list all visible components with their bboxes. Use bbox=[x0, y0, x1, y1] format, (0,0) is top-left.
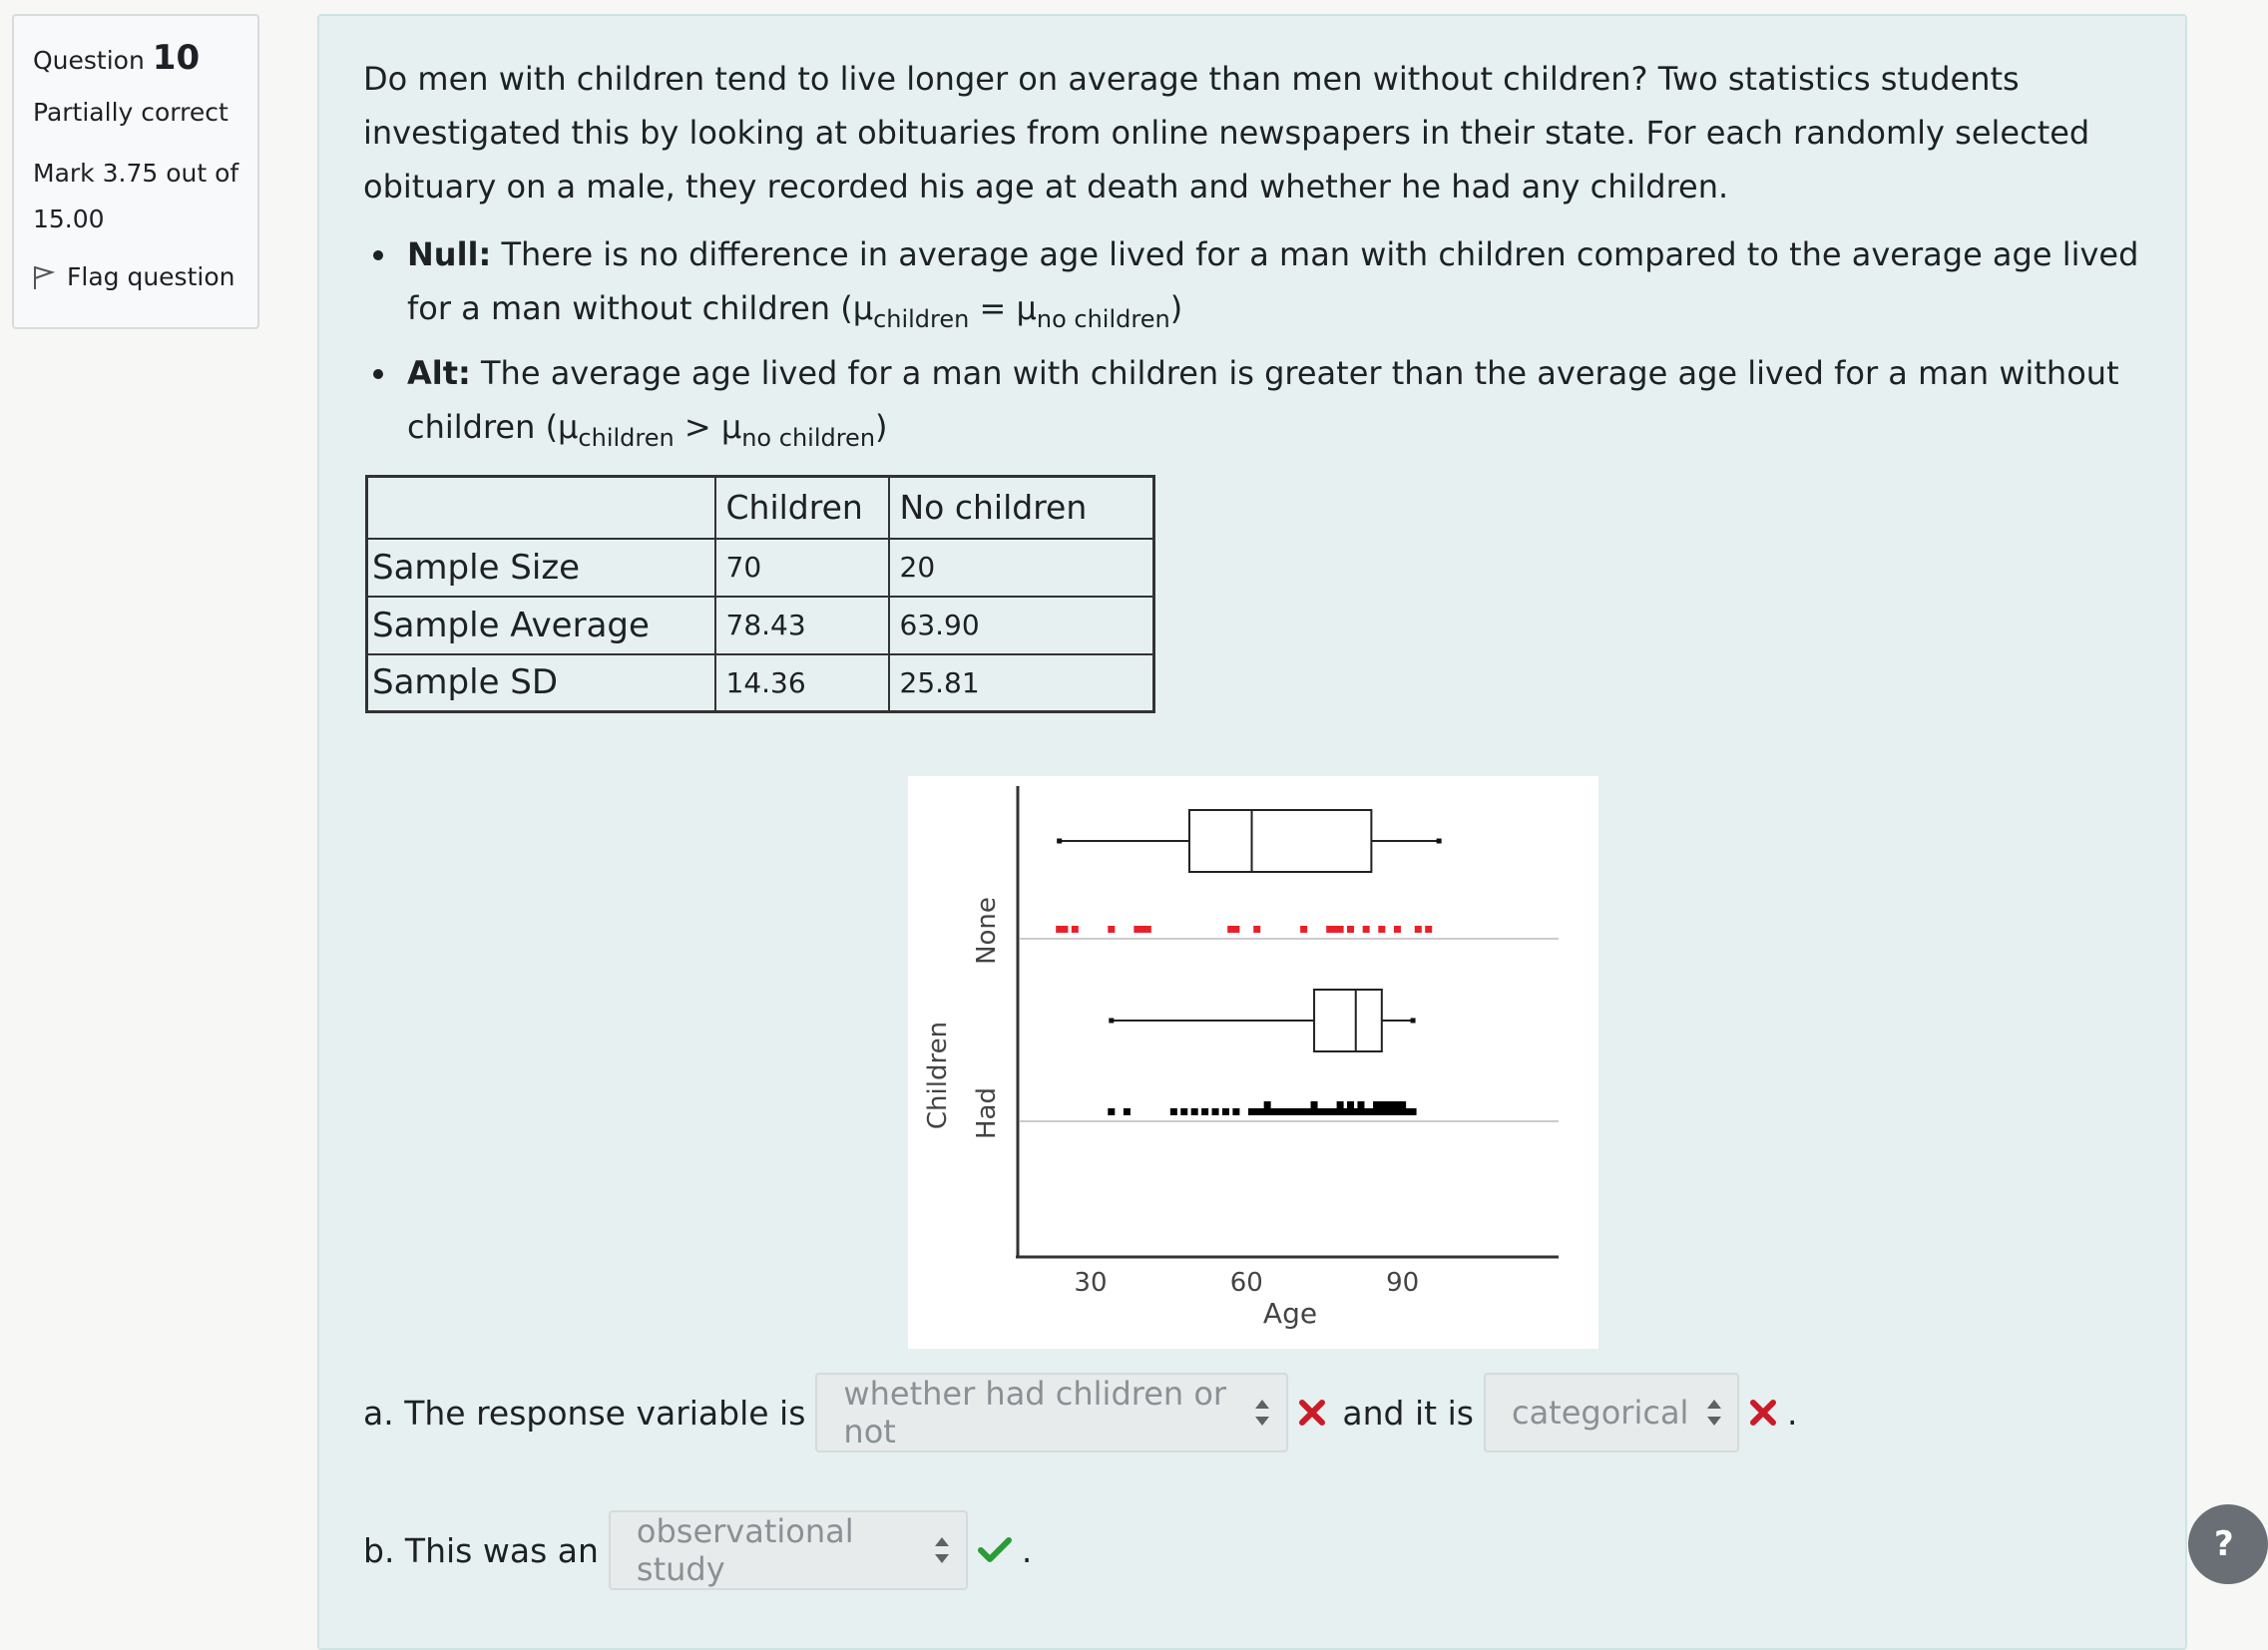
flag-question-label: Flag question bbox=[67, 262, 235, 291]
data-point bbox=[1378, 926, 1385, 933]
data-point bbox=[1425, 926, 1432, 933]
grade-text: Mark 3.75 out of bbox=[33, 159, 239, 188]
whisker-cap-high bbox=[1411, 1019, 1416, 1024]
table-header-cell: No children bbox=[889, 477, 1154, 539]
variable-type-select[interactable] bbox=[1484, 1373, 1739, 1452]
null-text: There is no difference in average age lived for a man with children compared to the average age lived for a man without children ( bbox=[407, 235, 2139, 327]
data-point bbox=[1072, 926, 1079, 933]
x-tick-label: 90 bbox=[1386, 1268, 1420, 1298]
iqr-box bbox=[1189, 810, 1371, 872]
x-ticks bbox=[1074, 1268, 1419, 1298]
data-point bbox=[1212, 1108, 1219, 1115]
hypotheses-list bbox=[363, 227, 2159, 465]
table-cell: 20 bbox=[889, 539, 1154, 597]
answer-a-middle: and it is bbox=[1342, 1393, 1474, 1433]
table-row bbox=[367, 654, 1154, 712]
select-arrows-icon bbox=[1254, 1400, 1268, 1426]
whisker-cap-low bbox=[1109, 1019, 1114, 1024]
null-hypothesis bbox=[363, 227, 2159, 346]
table-cell-label: Sample Size bbox=[367, 539, 715, 597]
question-state: Partially correct bbox=[33, 98, 228, 127]
data-point bbox=[1061, 926, 1068, 933]
data-point bbox=[1144, 926, 1151, 933]
question-formulation bbox=[317, 14, 2187, 1650]
data-point bbox=[1357, 1101, 1364, 1108]
table-cell: 78.43 bbox=[715, 597, 889, 654]
answer-a bbox=[363, 1373, 1797, 1452]
greater-than-sign: > bbox=[674, 408, 721, 446]
mu-sub-no-children: no children bbox=[741, 424, 876, 452]
data-point bbox=[1108, 1108, 1115, 1115]
summary-table bbox=[365, 475, 1155, 713]
data-point bbox=[1201, 1108, 1208, 1115]
data-point bbox=[1253, 926, 1260, 933]
data-point bbox=[1232, 926, 1239, 933]
table-cell: 25.81 bbox=[889, 654, 1154, 712]
table-row bbox=[367, 539, 1154, 597]
data-point bbox=[1222, 1108, 1229, 1115]
mu-symbol: μ bbox=[1016, 289, 1037, 327]
response-variable-select[interactable] bbox=[815, 1373, 1288, 1452]
flag-icon bbox=[33, 264, 55, 290]
data-point bbox=[1170, 1108, 1177, 1115]
select-value: categorical bbox=[1511, 1394, 1689, 1432]
boxplot-group-none bbox=[1056, 810, 1441, 933]
data-point bbox=[1191, 1108, 1198, 1115]
table-cell: 70 bbox=[715, 539, 889, 597]
alt-label: Alt: bbox=[407, 354, 471, 392]
question-info-panel bbox=[12, 14, 259, 329]
x-axis-label: Age bbox=[1262, 1297, 1318, 1330]
mu-symbol: μ bbox=[558, 408, 579, 446]
correct-icon bbox=[978, 1536, 1012, 1564]
answer-b-prefix: b. This was an bbox=[363, 1530, 599, 1570]
boxplot-groups bbox=[1056, 810, 1441, 1115]
x-tick-label: 30 bbox=[1074, 1268, 1108, 1298]
table-cell: 63.90 bbox=[889, 597, 1154, 654]
x-tick-label: 60 bbox=[1229, 1268, 1263, 1298]
mu-symbol: μ bbox=[720, 408, 742, 446]
close-paren: ) bbox=[875, 408, 888, 446]
table-header-row bbox=[367, 477, 1154, 539]
question-label: Question bbox=[33, 46, 145, 75]
mu-symbol: μ bbox=[852, 289, 874, 327]
boxplot-svg bbox=[908, 776, 1598, 1349]
select-value: whether had chlidren or not bbox=[843, 1375, 1227, 1450]
data-point bbox=[1410, 1108, 1417, 1115]
answer-b-suffix: . bbox=[1021, 1530, 1033, 1570]
data-point bbox=[1347, 1101, 1354, 1108]
incorrect-icon bbox=[1298, 1399, 1326, 1427]
incorrect-icon bbox=[1749, 1399, 1777, 1427]
select-arrows-icon bbox=[934, 1537, 948, 1563]
data-point bbox=[1337, 1101, 1344, 1108]
answer-b bbox=[363, 1510, 1032, 1590]
answer-a-suffix: . bbox=[1786, 1393, 1798, 1433]
table-header-cell bbox=[367, 477, 715, 539]
flag-question-link[interactable] bbox=[33, 262, 257, 291]
data-point bbox=[1108, 926, 1115, 933]
study-type-select[interactable] bbox=[609, 1510, 968, 1590]
data-point bbox=[1399, 1101, 1406, 1108]
y-axis-label: Children bbox=[923, 1021, 953, 1130]
data-point bbox=[1394, 926, 1401, 933]
data-point bbox=[1415, 926, 1422, 933]
data-point bbox=[1337, 926, 1344, 933]
table-row bbox=[367, 597, 1154, 654]
data-point bbox=[1264, 1101, 1271, 1108]
question-grade bbox=[33, 151, 242, 242]
select-arrows-icon bbox=[1706, 1400, 1719, 1426]
mu-sub-children: children bbox=[873, 305, 970, 333]
data-point bbox=[1180, 1108, 1187, 1115]
table-cell-label: Sample Average bbox=[367, 597, 715, 654]
group-label-had: Had bbox=[972, 1087, 1002, 1139]
data-point bbox=[1363, 926, 1370, 933]
data-point bbox=[1300, 926, 1307, 933]
iqr-box bbox=[1314, 990, 1382, 1051]
table-header-cell: Children bbox=[715, 477, 889, 539]
data-point bbox=[1311, 1101, 1318, 1108]
question-number bbox=[33, 38, 257, 78]
grade-max: 15.00 bbox=[33, 205, 105, 233]
table-cell: 14.36 bbox=[715, 654, 889, 712]
help-button[interactable]: ? bbox=[2188, 1504, 2268, 1584]
whisker-cap-low bbox=[1057, 839, 1062, 844]
table-cell-label: Sample SD bbox=[367, 654, 715, 712]
group-label-none: None bbox=[972, 897, 1002, 965]
select-value: observational study bbox=[636, 1512, 854, 1588]
data-point bbox=[1347, 926, 1354, 933]
data-point bbox=[1124, 1108, 1131, 1115]
boxplot-group-had bbox=[1108, 990, 1416, 1115]
boxplot-chart bbox=[908, 776, 1598, 1349]
alt-text: The average age lived for a man with children is greater than the average age lived for a man without children ( bbox=[407, 354, 2119, 446]
answer-a-prefix: a. The response variable is bbox=[363, 1393, 806, 1433]
mu-sub-no-children: no children bbox=[1036, 305, 1170, 333]
alt-hypothesis bbox=[363, 346, 2159, 465]
question-intro: Do men with children tend to live longer on average than men without children? Two statistics students investigated this by looking at obituaries from online newspapers in their state. For each randomly selected obituary on a male, they recorded his age at death and whether he had any children. bbox=[363, 60, 2090, 206]
close-paren: ) bbox=[1169, 289, 1183, 327]
whisker-cap-high bbox=[1437, 839, 1442, 844]
data-point bbox=[1232, 1108, 1239, 1115]
mu-sub-children: children bbox=[578, 424, 675, 452]
question-number-value: 10 bbox=[152, 38, 201, 78]
equals-sign: = bbox=[969, 289, 1017, 327]
null-label: Null: bbox=[407, 235, 492, 273]
